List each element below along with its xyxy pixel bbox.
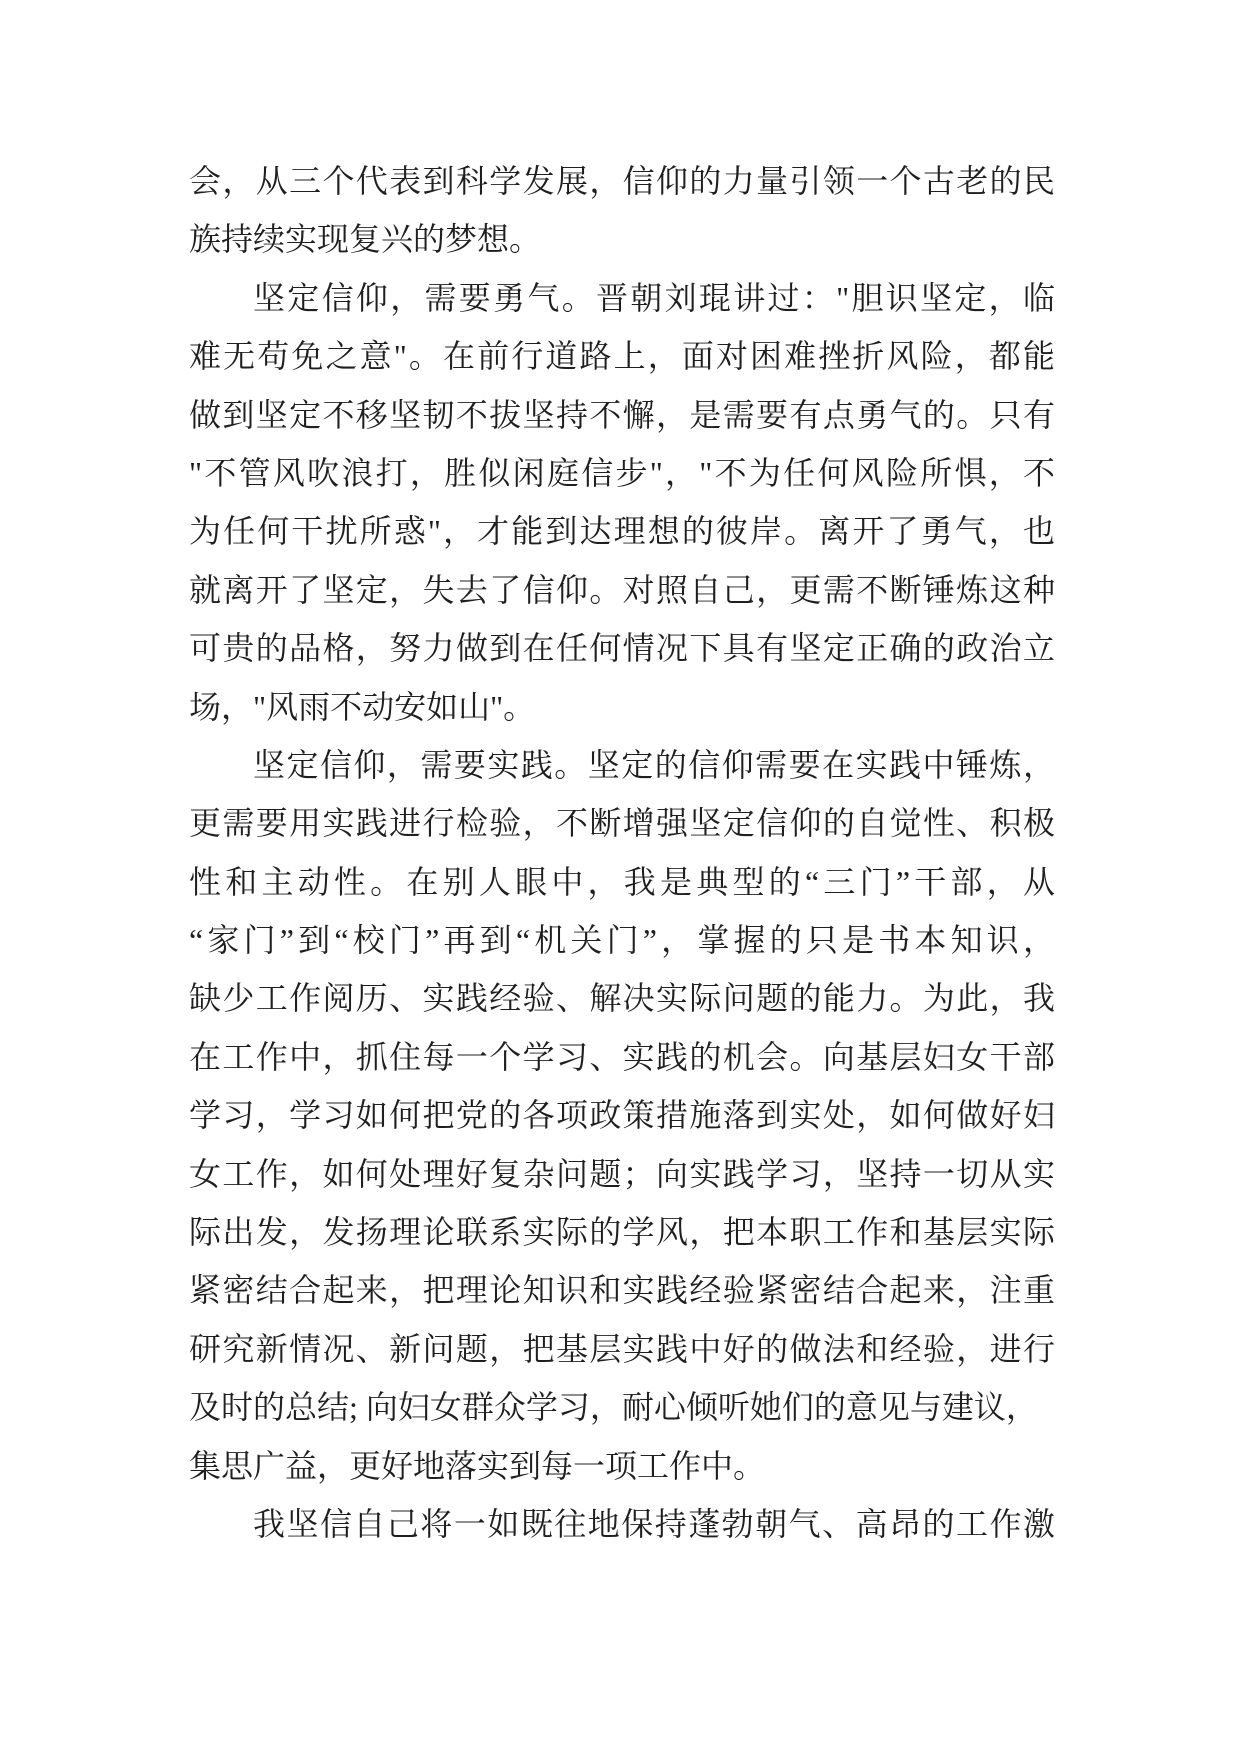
text-line: 集思广益，更好地落实到每一项工作中。 xyxy=(189,1447,766,1484)
text-line: 就离开了坚定，失去了信仰。对照自己，更需不断锤炼这种 xyxy=(189,571,1055,608)
text-line: 坚定信仰，需要实践。坚定的信仰需要在实践中锤炼， xyxy=(253,746,1055,783)
document-body xyxy=(189,152,1055,1553)
text-line: 女工作，如何处理好复杂问题；向实践学习，坚持一切从实 xyxy=(189,1155,1055,1192)
text-line: 紧密结合起来，把理论知识和实践经验紧密结合起来，注重 xyxy=(189,1272,1055,1309)
text-line: 性和主动性。在别人眼中，我是典型的“三门”干部，从 xyxy=(189,863,1055,900)
text-line: 为任何干扰所惑"，才能到达理想的彼岸。离开了勇气，也 xyxy=(189,513,1055,550)
text-line: "不管风吹浪打，胜似闲庭信步"，"不为任何风险所惧，不 xyxy=(189,454,1055,491)
text-line: 研究新情况、新问题，把基层实践中好的做法和经验，进行 xyxy=(189,1330,1055,1367)
text-line: 可贵的品格，努力做到在任何情况下具有坚定正确的政治立 xyxy=(189,630,1055,667)
text-line: 缺少工作阅历、实践经验、解决实际问题的能力。为此，我 xyxy=(189,980,1055,1017)
text-line: 场，"风雨不动安如山"。 xyxy=(189,688,536,725)
text-line: 做到坚定不移坚韧不拔坚持不懈，是需要有点勇气的。只有 xyxy=(189,396,1055,433)
text-line: 更需要用实践进行检验，不断增强坚定信仰的自觉性、积极 xyxy=(189,805,1055,842)
text-line: 在工作中，抓住每一个学习、实践的机会。向基层妇女干部 xyxy=(189,1038,1055,1075)
text-line: 学习，学习如何把党的各项政策措施落到实处，如何做好妇 xyxy=(189,1097,1055,1134)
text-line: 族持续实现复兴的梦想。 xyxy=(189,221,542,258)
text-line: “家门”到“校门”再到“机关门”，掌握的只是书本知识， xyxy=(189,922,1055,959)
text-line: 会，从三个代表到科学发展，信仰的力量引领一个古老的民 xyxy=(189,163,1055,199)
text-line: 及时的总结; 向妇女群众学习，耐心倾听她们的意见与建议， xyxy=(189,1389,1038,1426)
text-line: 际出发，发扬理论联系实际的学风，把本职工作和基层实际 xyxy=(189,1214,1055,1251)
text-line: 坚定信仰，需要勇气。晋朝刘琨讲过："胆识坚定，临 xyxy=(253,279,1055,316)
text-line: 难无苟免之意"。在前行道路上，面对困难挫折风险，都能 xyxy=(189,338,1055,375)
text-line: 我坚信自己将一如既往地保持蓬勃朝气、高昂的工作激 xyxy=(253,1505,1055,1542)
